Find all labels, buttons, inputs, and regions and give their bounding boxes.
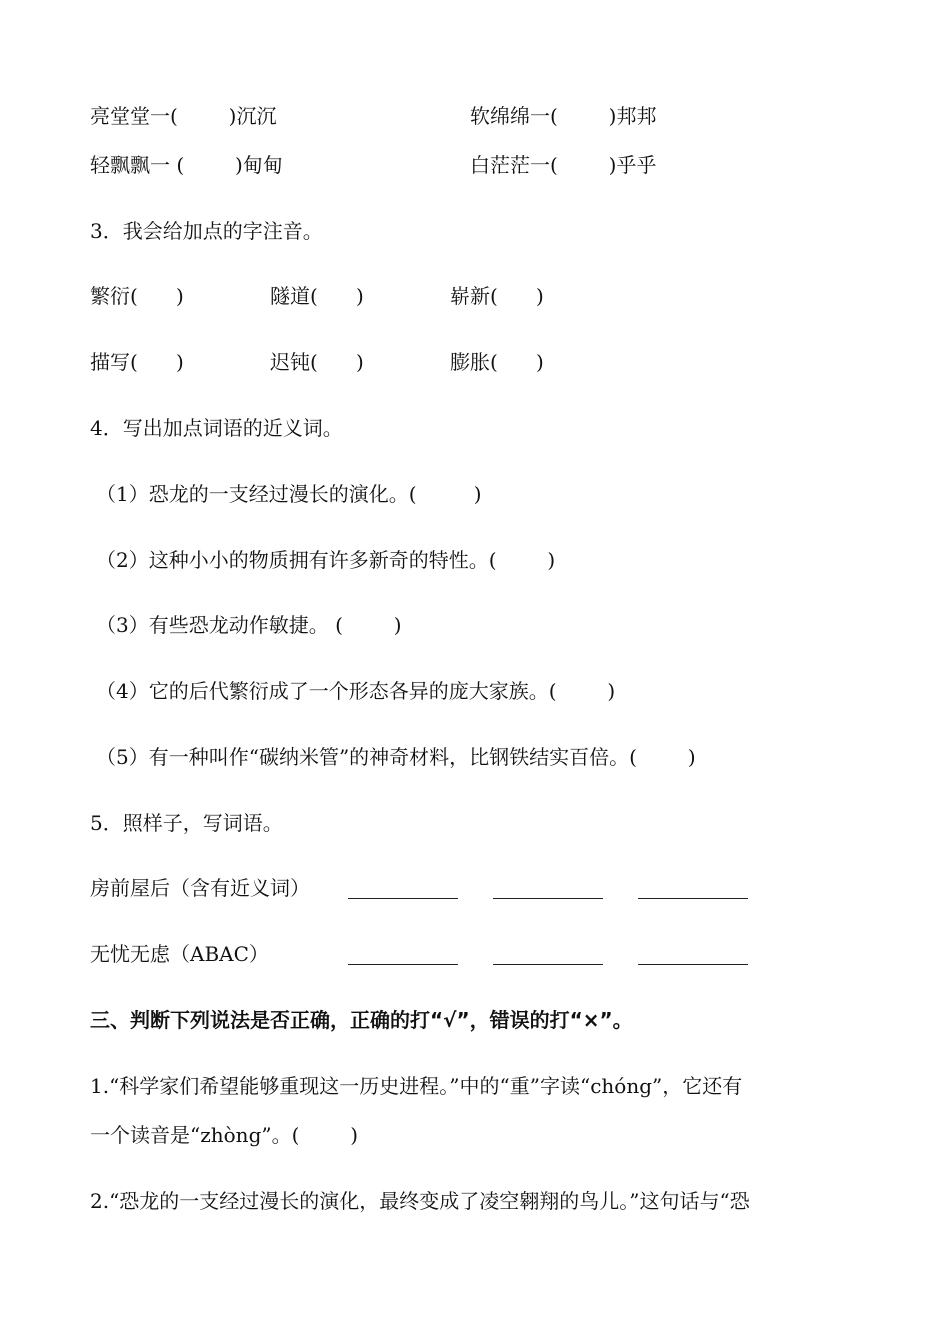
q2-row1-right: 软绵绵一( )邦邦: [470, 104, 657, 128]
s3-item2-line1: 2.“恐龙的一支经过漫长的演化，最终变成了凌空翱翔的鸟儿。”这句话与“恐: [90, 1189, 750, 1213]
q4-item: （4）它的后代繁衍成了一个形态各异的庞大家族。( ): [96, 679, 616, 703]
q3-item: 迟钝( ): [270, 350, 364, 374]
answer-blank[interactable]: [493, 964, 603, 965]
answer-blank[interactable]: [348, 964, 458, 965]
section3-heading: 三、判断下列说法是否正确，正确的打“√”，错误的打“×”。: [90, 1008, 633, 1032]
q3-item: 膨胀( ): [450, 350, 544, 374]
q2-row1-left: 亮堂堂一( )沉沉: [90, 104, 277, 128]
q4-item: （2）这种小小的物质拥有许多新奇的特性。( ): [96, 548, 556, 572]
q2-row2-right: 白茫茫一( )乎乎: [470, 153, 657, 177]
q4-title: 4．写出加点词语的近义词。: [90, 416, 343, 440]
q2-row2-left: 轻飘飘一 ( )甸甸: [90, 153, 283, 177]
q5-title: 5．照样子，写词语。: [90, 811, 283, 835]
answer-blank[interactable]: [348, 898, 458, 899]
answer-blank[interactable]: [638, 964, 748, 965]
answer-blank[interactable]: [638, 898, 748, 899]
q4-item: （1）恐龙的一支经过漫长的演化。( ): [96, 482, 482, 506]
q3-item: 描写( ): [90, 350, 184, 374]
q3-item: 繁衍( ): [90, 284, 184, 308]
q3-item: 隧道( ): [270, 284, 364, 308]
q5-row2-label: 无忧无虑（ABAC）: [90, 942, 269, 966]
s3-item1-line1: 1.“科学家们希望能够重现这一历史进程。”中的“重”字读“chóng”，它还有: [90, 1074, 743, 1098]
q4-item: （3）有些恐龙动作敏捷。 ( ): [96, 613, 402, 637]
q3-item: 崭新( ): [450, 284, 544, 308]
q3-title: 3．我会给加点的字注音。: [90, 219, 323, 243]
s3-item1-line2: 一个读音是“zhòng”。( ): [90, 1123, 359, 1147]
q4-item: （5）有一种叫作“碳纳米管”的神奇材料，比钢铁结实百倍。( ): [96, 745, 696, 769]
answer-blank[interactable]: [493, 898, 603, 899]
q5-row1-label: 房前屋后（含有近义词）: [90, 876, 310, 900]
